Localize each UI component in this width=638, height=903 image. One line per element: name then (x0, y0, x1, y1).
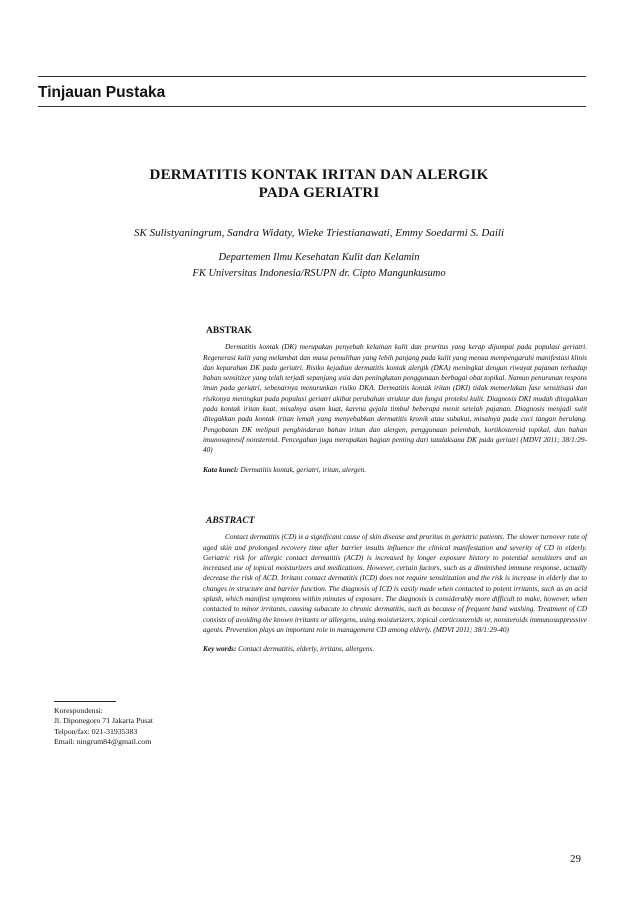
footnote-line-3: Telpon/fax: 021-31935383 (54, 726, 138, 736)
abstract-text: Contact dermatitis (CD) is a significant cause of skin disease and pruritus in geriatric patients. The slower turnover rate of aged skin and prolonged recovery time after barrier insults influence the clinical manifestation and severity of CD in elderly. Geriatric risk for allergic contact dermatitis (ACD) is increased by longer exposure history to potential sensitizers and an increased use of topical moisturizers and medications. However, certain factors, such as a diminished immune response, actually decrease the risk of ACD. Irritant contact dermatitis (ICD) does not require sensitization and the risk is increase in elderly due to changes in structure and barrier function. The diagnosis of ICD is easily made when contacted to potent irritants, such as an acid splash, which manifest symptoms within minutes of exposure. The diagnosis is considerably more difficult to make, however, when contacted to minor irritants, causing subacute to chronic dermatitis, such as because of frequent hand washing. Treatment of CD consists of avoiding the known irritants or allergens, using moisturizers, topical corticosteroids or, nonsteroids immunosuppressive agents. Prevention plays an important role in management CD among elderly. (MDVI 2011; 38/1:29-40) (203, 532, 587, 634)
abstract-heading: ABSTRACT (206, 516, 255, 526)
abstrak-section (203, 326, 587, 475)
section-title: Tinjauan Pustaka (38, 84, 166, 101)
header-rule-bottom (38, 106, 586, 107)
footnote-line-2: Jl. Diponegoro 71 Jakarta Pusat (54, 716, 153, 726)
correspondence-footnote (54, 706, 153, 748)
abstract-keywords (203, 644, 587, 654)
footnote-line-1: Korespondensi: (54, 706, 103, 715)
footnote-rule (54, 701, 116, 702)
abstract-keywords-text: Contact dermatitis, elderly, irritans, allergens. (238, 644, 375, 654)
article-affiliation (40, 250, 598, 282)
abstrak-keywords-label: Kata kunci: (203, 464, 239, 474)
abstrak-keywords (203, 465, 587, 475)
abstract-section (203, 516, 587, 655)
affiliation-line-1: Departemen Ilmu Kesehatan Kulit dan Kelamin (218, 252, 420, 263)
abstract-keywords-label: Key words: (203, 644, 237, 654)
page-number: 29 (570, 853, 581, 865)
abstrak-text: Dermatitis kontak (DK) merupakan penyebab kelainan kulit dan pruritus yang kerap dijumpai pada populasi geriatri. Regenerasi kulit yang melambat dan masa pemulihan yang lebih panjang pada kulit yang menua mempengaruhi manifestasi klinis dan keparahan DK pada geriatri. Risiko kejadian dermatitis kontak alergik (DKA) meningkat dengan riwayat pajanan terhadap bahan sensitizer yang telah terjadi sepanjang usia dan peningkatan penggunaan berbagai obat topikal. Namun penurunan respons imun pada geriatri, sebenarnya menurunkan risiko DKA. Dermatitis kontak iritan (DKI) tidak memerlukan fase sensitisasi dan risikonya meningkat pada populasi geriatri akibat perubahan struktur dan fungsi proteksi kulit. Diagnosis DKI mudah ditegakkan pada kontak iritan kuat, misalnya asam kuat, karena gejala timbul beberapa menit setelah pajanan. Diagnosis menjadi sulit ditegakkan pada kontak iritan lemah yang menyebabkan dermatitis kronik atau subakut, misalnya pada cuci tangan berulang. Pengobatan DK meliputi penghindaran bahan iritan dan alergen, penggunaan pelembab, kortikosteroid topikal, dan bahan imunosupresif nonsteroid. Pencegahan juga merupakan bagian penting dari tatalaksana DK pada geriatri (MDVI 2011; 38/1:29-40) (203, 342, 587, 455)
affiliation-line-2: FK Universitas Indonesia/RSUPN dr. Cipto Mangunkusumo (192, 268, 446, 279)
footnote-line-4: Email: ningrum84@gmail.com (54, 737, 152, 747)
article-title-line-1: DERMATITIS KONTAK IRITAN DAN ALERGIK (149, 167, 489, 183)
abstrak-keywords-text: Dermatitis kontak, geriatri, iritan, alergen. (240, 464, 367, 474)
header-rule-top (38, 76, 586, 77)
abstrak-heading: ABSTRAK (206, 326, 252, 336)
article-title-line-2: PADA GERIATRI (258, 185, 380, 201)
article-authors: SK Sulistyaningrum, Sandra Widaty, Wieke Triestianawati, Emmy Soedarmi S. Daili (133, 227, 505, 239)
article-title (60, 166, 578, 202)
